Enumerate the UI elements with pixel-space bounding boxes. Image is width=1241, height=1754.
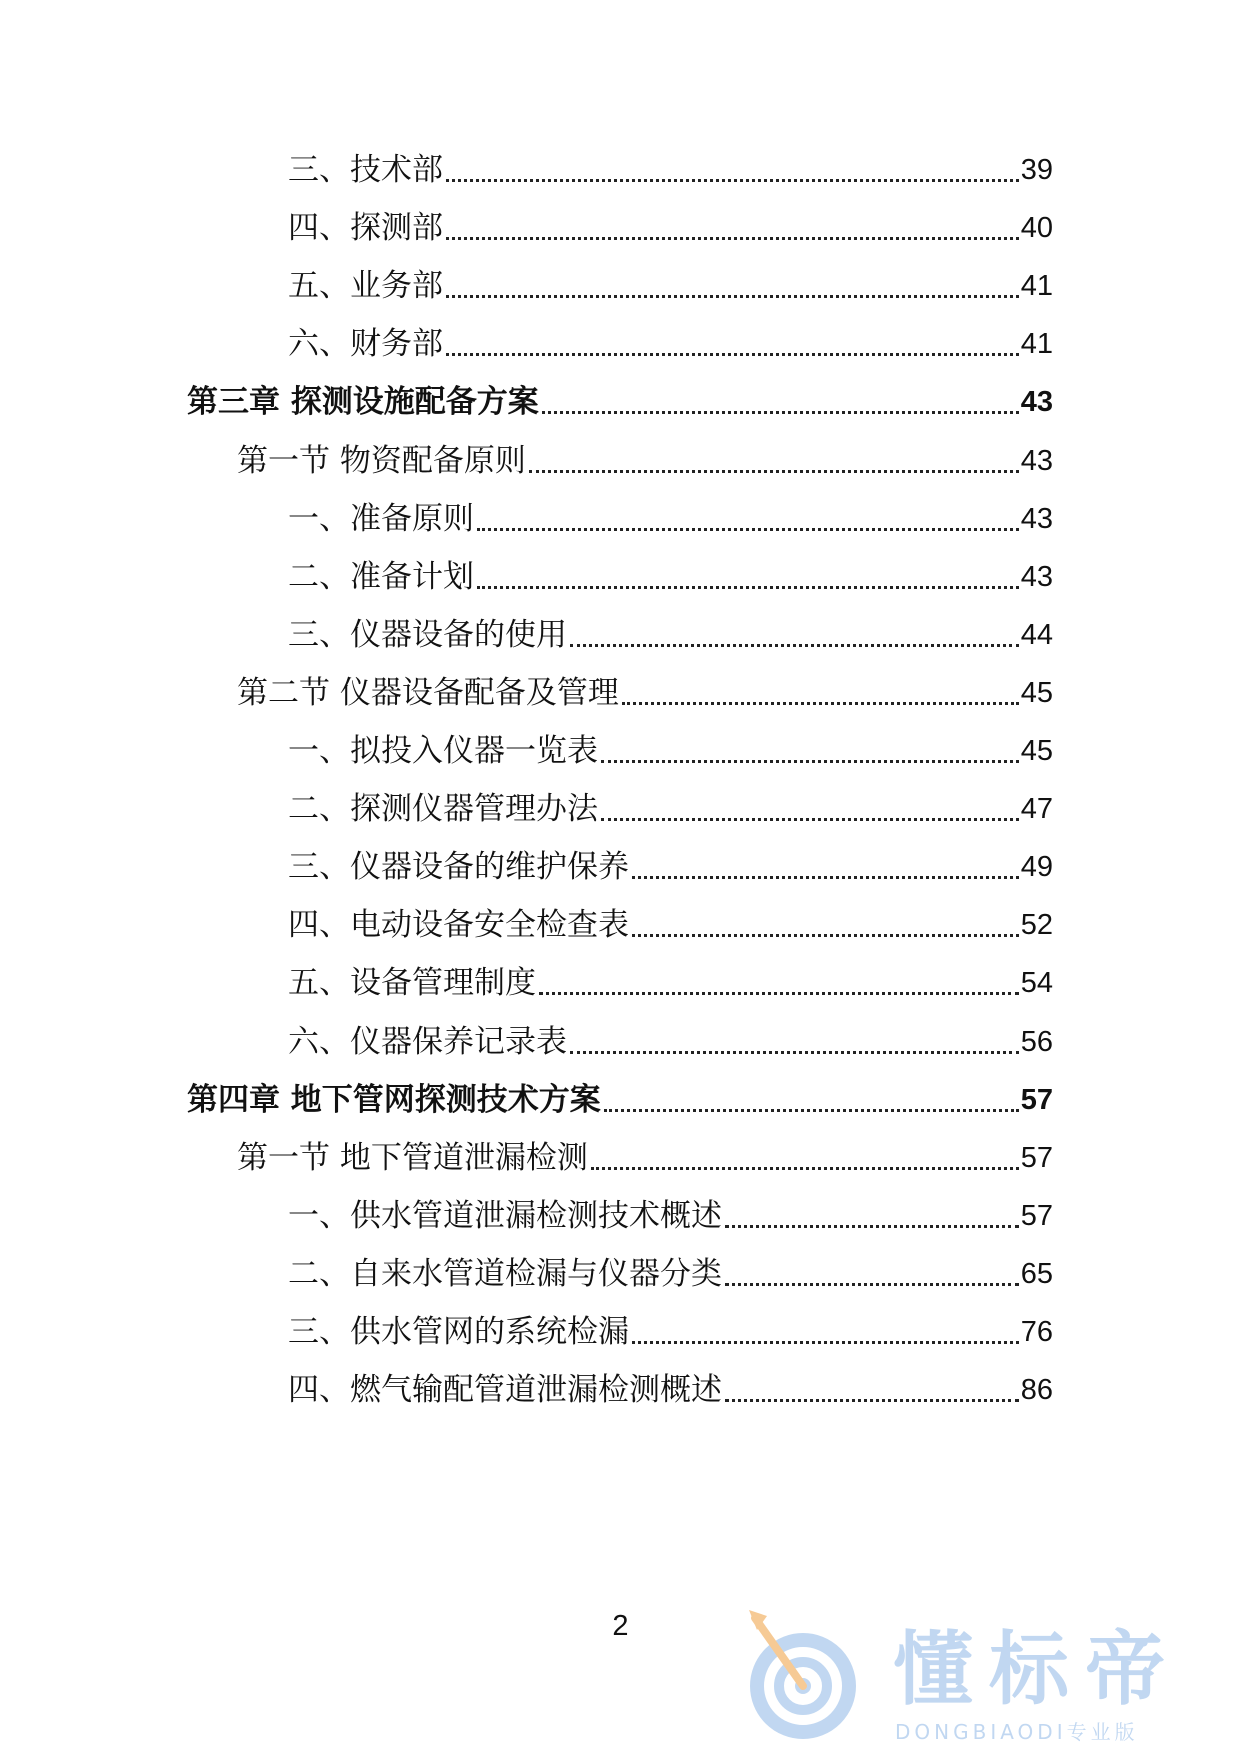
- toc-entry-label: 三、仪器设备的维护保养: [288, 849, 629, 886]
- toc-entry-label: 二、探测仪器管理办法: [288, 791, 598, 828]
- toc-entry-page: 57: [1020, 1083, 1053, 1116]
- toc-dot-leader: [622, 671, 1019, 715]
- toc-entry-page: 52: [1020, 909, 1053, 942]
- toc-dot-leader: [591, 1136, 1019, 1180]
- toc-entry-page: 57: [1020, 1199, 1053, 1232]
- toc-entry[interactable]: [288, 613, 1053, 657]
- toc-entry-label: 一、供水管道泄漏检测技术概述: [288, 1197, 722, 1234]
- toc-dot-leader: [542, 380, 1019, 424]
- toc-entry-label: 五、设备管理制度: [288, 965, 536, 1002]
- toc-dot-leader: [632, 903, 1019, 947]
- toc-entry-page: 39: [1020, 154, 1053, 186]
- page-number: 2: [612, 1610, 629, 1642]
- toc-entry-label: 五、业务部: [288, 268, 443, 305]
- toc-entry-page: 45: [1020, 676, 1053, 709]
- toc-entry-page: 40: [1020, 212, 1053, 245]
- toc-entry[interactable]: [288, 1310, 1053, 1354]
- target-arrow-icon: [745, 1588, 885, 1748]
- toc-entry[interactable]: [288, 497, 1053, 541]
- toc-entry-page: 56: [1020, 1025, 1053, 1058]
- toc-entry[interactable]: [288, 1252, 1053, 1296]
- toc-dot-leader: [446, 264, 1019, 308]
- toc-entry-page: 44: [1020, 618, 1053, 651]
- watermark-text: 懂标帝: [893, 1623, 1181, 1716]
- toc-dot-leader: [601, 787, 1019, 831]
- toc-entry-label: 第三章 探测设施配备方案: [187, 384, 539, 421]
- toc-entry-label: 三、供水管网的系统检漏: [288, 1314, 629, 1350]
- toc-entry-page: 65: [1020, 1257, 1053, 1290]
- toc-entry[interactable]: [288, 555, 1053, 599]
- toc-dot-leader: [570, 1020, 1019, 1064]
- toc-entry-label: 六、仪器保养记录表: [288, 1023, 567, 1060]
- toc-entry-page: 47: [1020, 793, 1053, 826]
- toc-entry-label: 第四章 地下管网探测技术方案: [187, 1081, 601, 1118]
- toc-entry-page: 57: [1020, 1141, 1053, 1174]
- toc-entry[interactable]: [187, 1078, 1053, 1122]
- toc-dot-leader: [725, 1252, 1019, 1296]
- toc-entry-label: 三、仪器设备的使用: [288, 616, 567, 653]
- toc-entry[interactable]: [288, 264, 1053, 308]
- toc-entry[interactable]: [288, 148, 1053, 192]
- watermark: [745, 1588, 1225, 1748]
- toc-dot-leader: [632, 1310, 1019, 1354]
- watermark-subtext: DONGBIAODI专业版: [895, 1720, 1139, 1744]
- toc-dot-leader: [477, 555, 1019, 599]
- toc-entry[interactable]: [187, 380, 1053, 424]
- toc-dot-leader: [446, 322, 1019, 366]
- toc-entry[interactable]: [288, 206, 1053, 250]
- toc-entry[interactable]: [237, 1136, 1053, 1180]
- toc-entry-page: 41: [1020, 328, 1053, 361]
- toc-entry-page: 49: [1020, 851, 1053, 884]
- toc-dot-leader: [477, 497, 1019, 541]
- toc-entry-page: 41: [1020, 270, 1053, 303]
- toc-entry-page: 86: [1020, 1374, 1053, 1407]
- toc-entry[interactable]: [288, 322, 1053, 366]
- toc-entry-page: 43: [1020, 560, 1053, 593]
- toc-entry[interactable]: [237, 671, 1053, 715]
- toc-entry-page: 43: [1020, 386, 1053, 419]
- toc-entry-label: 第一节 地下管道泄漏检测: [237, 1139, 588, 1176]
- toc-entry[interactable]: [288, 903, 1053, 947]
- toc-dot-leader: [570, 613, 1019, 657]
- toc-entry-page: 43: [1020, 502, 1053, 535]
- toc-entry-label: 四、燃气输配管道泄漏检测概述: [288, 1372, 722, 1409]
- toc-dot-leader: [601, 729, 1019, 773]
- toc-entry-page: 45: [1020, 735, 1053, 767]
- toc-entry-label: 四、探测部: [288, 210, 443, 247]
- toc-entry-page: 43: [1020, 444, 1053, 477]
- toc-dot-leader: [529, 439, 1019, 483]
- toc-dot-leader: [725, 1194, 1019, 1238]
- toc-entry[interactable]: [288, 961, 1053, 1005]
- toc-entry-label: 一、拟投入仪器一览表: [288, 733, 598, 769]
- toc-entry-label: 二、准备计划: [288, 558, 474, 595]
- toc-entry-label: 六、财务部: [288, 326, 443, 363]
- toc-dot-leader: [632, 845, 1019, 889]
- toc-entry-label: 三、技术部: [288, 152, 443, 188]
- toc-entry[interactable]: [288, 1368, 1053, 1412]
- toc-dot-leader: [446, 148, 1019, 192]
- toc-entry[interactable]: [237, 439, 1053, 483]
- toc-entry[interactable]: [288, 729, 1053, 773]
- toc-entry[interactable]: [288, 1020, 1053, 1064]
- toc-entry-label: 四、电动设备安全检查表: [288, 907, 629, 944]
- toc-entry-label: 一、准备原则: [288, 500, 474, 537]
- toc-entry[interactable]: [288, 845, 1053, 889]
- toc-entry[interactable]: [288, 1194, 1053, 1238]
- toc-entry-label: 第一节 物资配备原则: [237, 442, 526, 479]
- toc-dot-leader: [446, 206, 1019, 250]
- toc-entry-page: 76: [1020, 1316, 1053, 1348]
- toc-entry-page: 54: [1020, 967, 1053, 1000]
- toc-entry[interactable]: [288, 787, 1053, 831]
- toc-entry-label: 二、自来水管道检漏与仪器分类: [288, 1255, 722, 1292]
- toc-dot-leader: [604, 1078, 1019, 1122]
- toc-dot-leader: [539, 961, 1019, 1005]
- toc-dot-leader: [725, 1368, 1019, 1412]
- toc-entry-label: 第二节 仪器设备配备及管理: [237, 674, 619, 711]
